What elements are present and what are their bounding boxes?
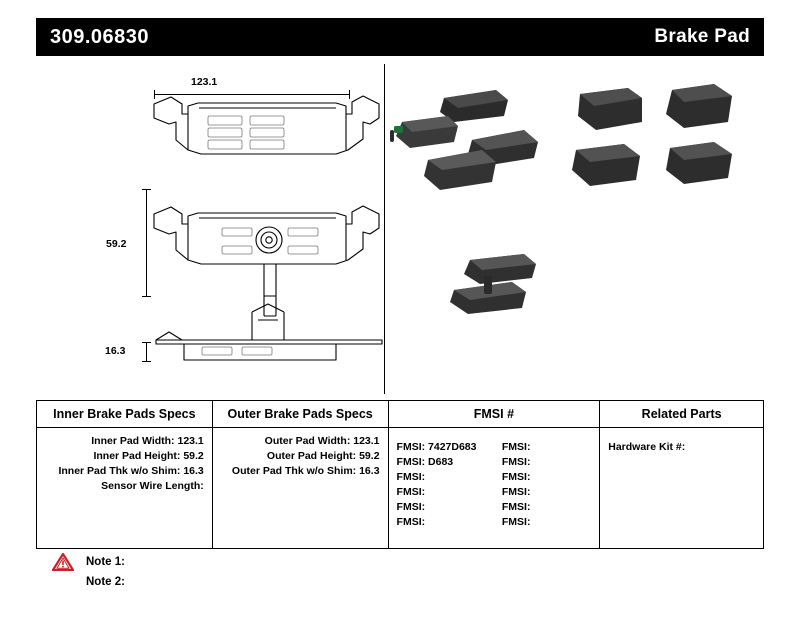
inner-pad-thickness-label: Inner Pad Thk w/o Shim:: [58, 465, 181, 477]
note-2-label: Note 2:: [86, 576, 125, 588]
fmsi-label: FMSI:: [396, 456, 426, 468]
inner-specs-title: Inner Brake Pads Specs: [37, 401, 212, 428]
fmsi-label: FMSI:: [396, 486, 426, 498]
outer-specs-column: [213, 401, 389, 548]
spec-row: [37, 449, 212, 464]
related-parts-column: [600, 401, 763, 548]
spec-row: [37, 479, 212, 494]
inner-pad-height-label: Inner Pad Height:: [93, 450, 181, 462]
fmsi-row: [389, 485, 494, 500]
sensor-wire-length-label: Sensor Wire Length:: [101, 480, 204, 492]
outer-pad-thickness-value: 16.3: [359, 465, 380, 477]
fmsi-label: FMSI:: [396, 471, 426, 483]
part-type-title: Brake Pad: [654, 26, 750, 47]
outer-pad-height-value: 59.2: [359, 450, 380, 462]
fmsi-row: [389, 515, 494, 530]
technical-drawing-left: [36, 64, 384, 394]
spec-row: [213, 464, 388, 479]
specs-table: [36, 400, 764, 549]
outer-pad-thickness-label: Outer Pad Thk w/o Shim:: [231, 465, 357, 477]
fmsi-row: [494, 485, 599, 500]
fmsi-value: D683: [428, 456, 454, 468]
fmsi-value: 7427D683: [428, 441, 477, 453]
fmsi-label: FMSI:: [396, 441, 426, 453]
inner-pad-thickness-value: 16.3: [183, 465, 204, 477]
fmsi-row: [389, 455, 494, 470]
fmsi-label: FMSI:: [501, 501, 531, 513]
thickness-dimension-label: 16.3: [105, 345, 126, 357]
fmsi-row: [389, 500, 494, 515]
note-1-label: Note 1:: [86, 556, 125, 568]
related-parts-body: [600, 428, 763, 548]
fmsi-body: [389, 428, 600, 548]
header-bar: [36, 18, 764, 56]
hardware-kit-row: [600, 434, 763, 455]
part-number: 309.06830: [50, 25, 150, 48]
outer-specs-title: Outer Brake Pads Specs: [213, 401, 388, 428]
fmsi-label: FMSI:: [396, 501, 426, 513]
fmsi-label: FMSI:: [501, 441, 531, 453]
inner-specs-body: [37, 428, 212, 548]
outer-pad-height-label: Outer Pad Height:: [266, 450, 357, 462]
spec-row: [213, 449, 388, 464]
fmsi-label: FMSI:: [396, 516, 426, 528]
product-photo-right: [384, 64, 764, 394]
width-dimension-label: 123.1: [191, 76, 218, 88]
fmsi-row: [494, 500, 599, 515]
spec-row: [37, 464, 212, 479]
fmsi-label: FMSI:: [501, 456, 531, 468]
fmsi-row: [494, 455, 599, 470]
fmsi-column: [389, 401, 601, 548]
fmsi-row: [494, 440, 599, 455]
fmsi-row: [494, 515, 599, 530]
note-row: [52, 552, 352, 572]
spec-row: [37, 434, 212, 449]
outer-pad-width-label: Outer Pad Width:: [264, 435, 351, 447]
outer-specs-body: [213, 428, 388, 548]
inner-pad-width-label: Inner Pad Width:: [91, 435, 175, 447]
fmsi-row: [389, 440, 494, 455]
inner-specs-column: [37, 401, 213, 548]
fmsi-row: [494, 470, 599, 485]
notes-section: [52, 552, 352, 592]
fmsi-label: FMSI:: [501, 486, 531, 498]
drawing-area: [36, 64, 764, 394]
hardware-kit-label: Hardware Kit #:: [608, 441, 686, 453]
fmsi-title: FMSI #: [389, 401, 600, 428]
fmsi-label: FMSI:: [501, 516, 531, 528]
fmsi-left-column: [389, 440, 494, 530]
inner-pad-height-value: 59.2: [183, 450, 204, 462]
warning-triangle-icon: [52, 553, 74, 571]
fmsi-row: [389, 470, 494, 485]
fmsi-right-column: [494, 440, 599, 530]
fmsi-label: FMSI:: [501, 471, 531, 483]
note-row: [52, 572, 352, 592]
outer-pad-width-value: 123.1: [353, 435, 380, 447]
related-parts-title: Related Parts: [600, 401, 763, 428]
height-dimension-label: 59.2: [106, 238, 127, 250]
inner-pad-width-value: 123.1: [177, 435, 204, 447]
spec-row: [213, 434, 388, 449]
